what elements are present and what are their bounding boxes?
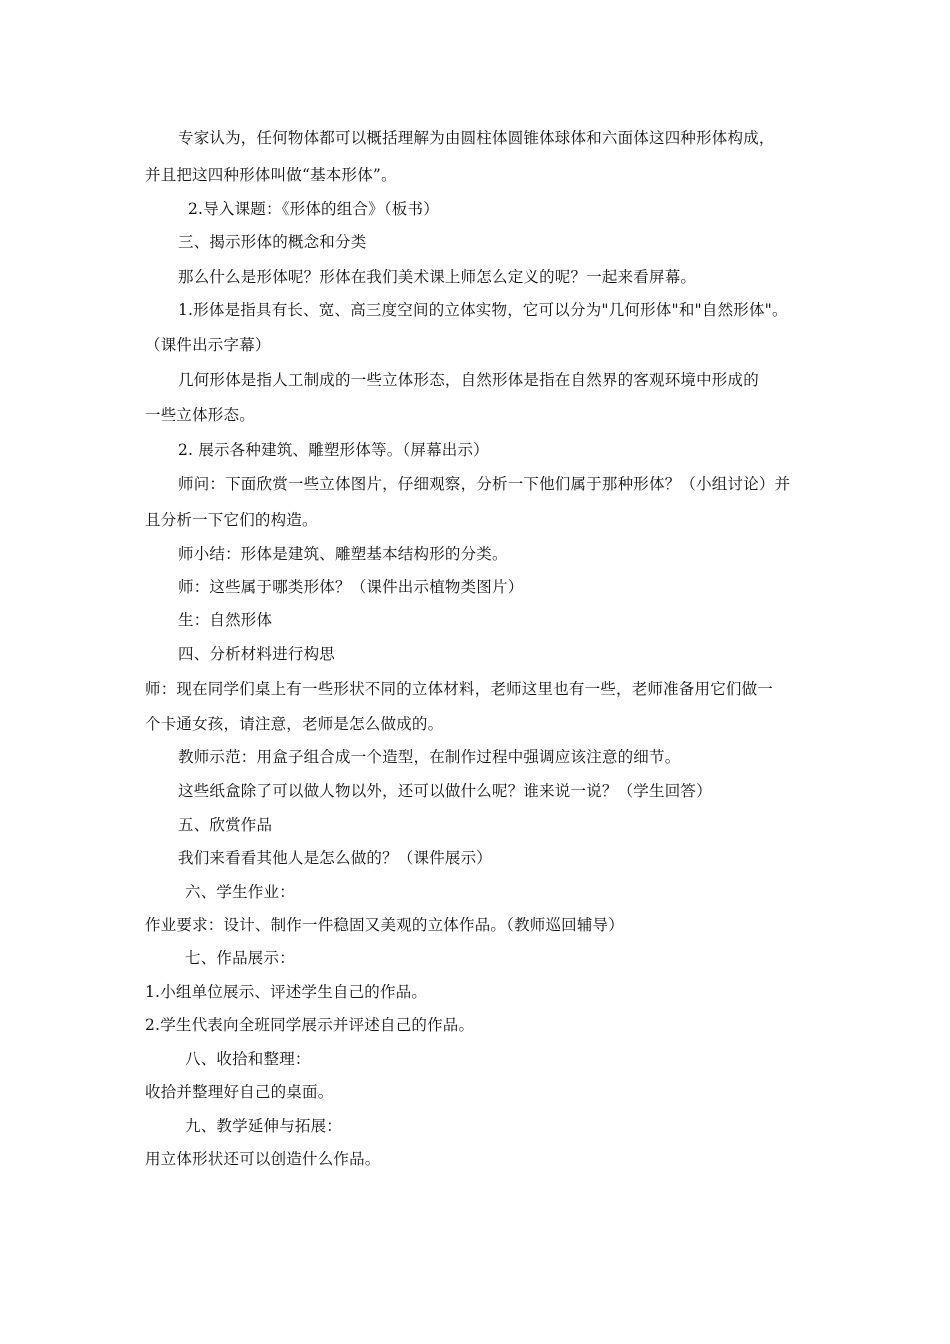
paragraph-line: 师小结：形体是建筑、雕塑基本结构形的分类。 xyxy=(178,545,508,563)
paragraph-line: 个卡通女孩，请注意，老师是怎么做成的。 xyxy=(145,715,444,733)
paragraph-line: 几何形体是指人工制成的一些立体形态，自然形体是指在自然界的客观环境中形成的 xyxy=(178,371,759,389)
paragraph-line: 2. 展示各种建筑、雕塑形体等。（屏幕出示） xyxy=(178,441,489,459)
section-heading: 六、学生作业： xyxy=(185,883,295,901)
section-heading: 七、作品展示： xyxy=(185,949,295,967)
paragraph-line: 2.导入课题：《形体的组合》（板书） xyxy=(188,200,439,218)
paragraph-line: 用立体形状还可以创造什么作品。 xyxy=(145,1150,381,1168)
paragraph-line: 专家认为，任何物体都可以概括理解为由圆柱体圆锥体球体和六面体这四种形体构成， xyxy=(178,129,775,147)
paragraph-line: 2.学生代表向全班同学展示并评述自己的作品。 xyxy=(145,1016,475,1034)
paragraph-line: 生：自然形体 xyxy=(178,611,273,629)
paragraph-line: 一些立体形态。 xyxy=(145,406,255,424)
paragraph-line: 作业要求：设计、制作一件稳固又美观的立体作品。（教师巡回辅导） xyxy=(145,916,624,934)
paragraph-line: 这些纸盒除了可以做人物以外，还可以做什么呢？谁来说一说？（学生回答） xyxy=(178,782,712,800)
paragraph-line: 师：这些属于哪类形体？（课件出示植物类图片） xyxy=(178,578,524,596)
section-heading: 四、分析材料进行构思 xyxy=(178,645,336,663)
paragraph-line: 教师示范：用盒子组合成一个造型，在制作过程中强调应该注意的细节。 xyxy=(178,748,681,766)
section-heading: 五、欣赏作品 xyxy=(178,816,273,834)
section-heading: 三、揭示形体的概念和分类 xyxy=(178,233,367,251)
paragraph-line: 1.小组单位展示、评述学生自己的作品。 xyxy=(145,983,428,1001)
paragraph-line: 那么什么是形体呢？形体在我们美术课上师怎么定义的呢？一起来看屏幕。 xyxy=(178,268,697,286)
paragraph-line: （课件出示字幕） xyxy=(145,336,271,354)
paragraph-line: 并且把这四种形体叫做“基本形体”。 xyxy=(145,166,397,184)
paragraph-line: 收拾并整理好自己的桌面。 xyxy=(145,1083,334,1101)
paragraph-line: 我们来看看其他人是怎么做的？（课件展示） xyxy=(178,849,493,867)
paragraph-line: 且分析一下它们的构造。 xyxy=(145,511,318,529)
paragraph-line: 师问：下面欣赏一些立体图片，仔细观察，分析一下他们属于那种形体？（小组讨论）并 xyxy=(178,475,791,493)
paragraph-line: 师：现在同学们桌上有一些形状不同的立体材料，老师这里也有一些，老师准备用它们做一 xyxy=(145,680,774,698)
paragraph-line: 1.形体是指具有长、宽、高三度空间的立体实物，它可以分为"几何形体"和"自然形体"。 xyxy=(178,301,788,319)
section-heading: 九、教学延伸与拓展： xyxy=(185,1117,343,1135)
section-heading: 八、收拾和整理： xyxy=(185,1050,311,1068)
